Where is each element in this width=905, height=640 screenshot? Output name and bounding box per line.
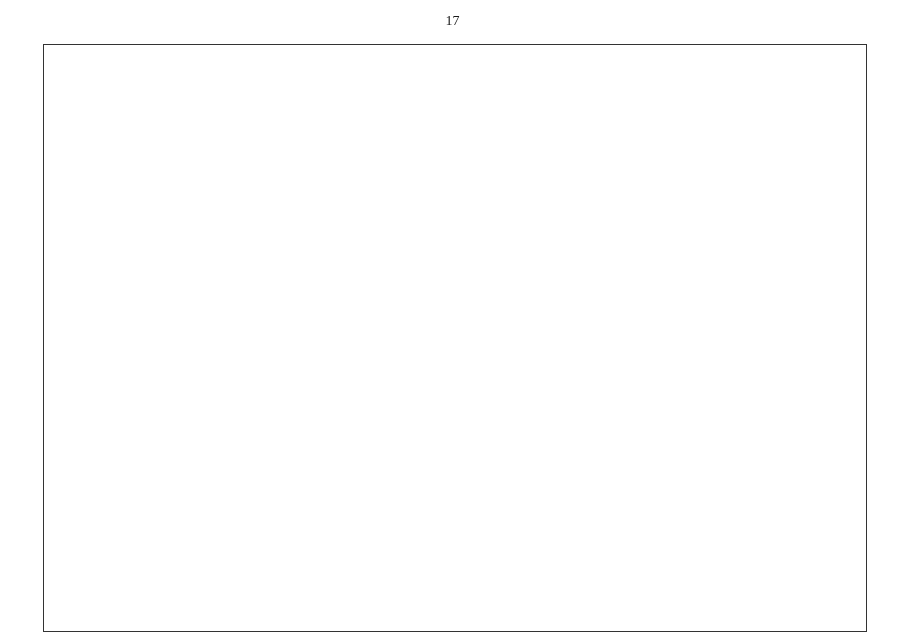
page-number: 17 [445, 14, 460, 29]
register-table [43, 44, 867, 632]
